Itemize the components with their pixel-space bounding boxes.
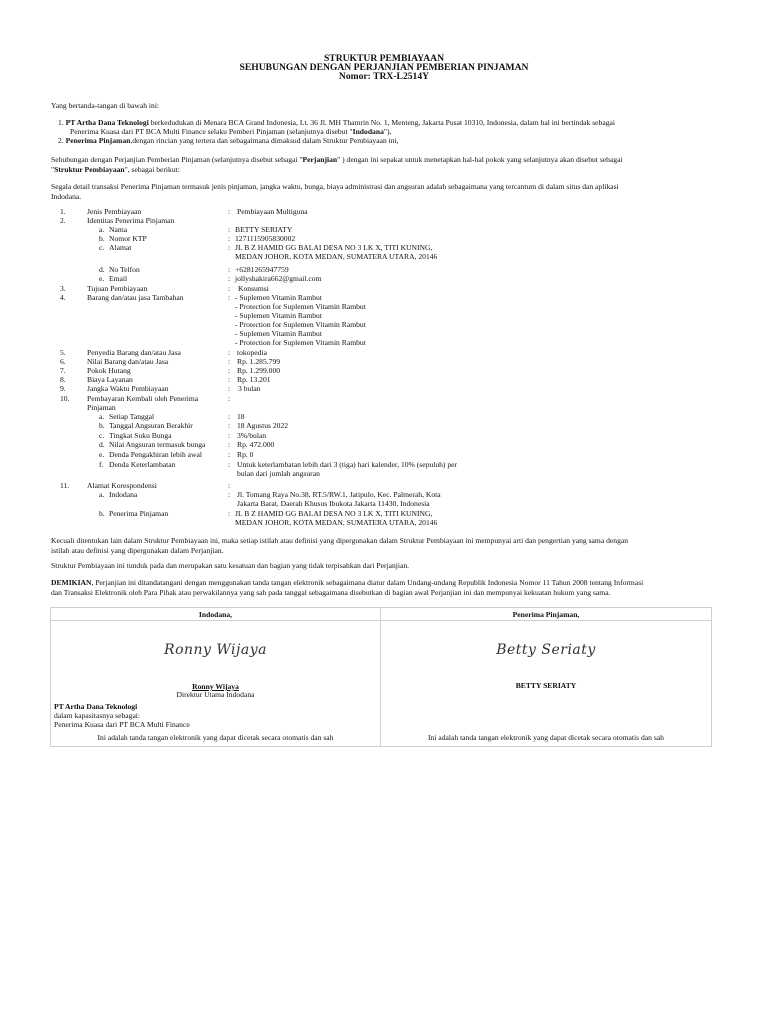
item-value: tokopedia	[237, 348, 267, 357]
text-fragment: Indodana.	[51, 191, 82, 201]
item-value: - Suplemen Vitamin Rambut	[235, 311, 322, 320]
colon: :	[228, 348, 231, 357]
item-value: Pembiayaan Multiguna	[237, 207, 308, 216]
item-value: Rp. 472.000	[237, 440, 275, 449]
para-perjanjian	[51, 155, 711, 174]
sub-item-letter: d.	[99, 265, 105, 274]
colon: :	[228, 450, 231, 459]
sub-item-letter: a.	[99, 225, 105, 234]
para-detail	[51, 182, 711, 201]
demikian-term: DEMIKIAN	[51, 578, 92, 587]
item-number: 4.	[60, 293, 66, 302]
item-value: - Protection for Suplemen Vitamin Rambut	[235, 338, 366, 347]
colon: :	[228, 375, 231, 384]
colon: :	[228, 421, 231, 430]
item-label: Tanggal Angsuran Berakhir	[109, 421, 193, 430]
item-value: - Protection for Suplemen Vitamin Rambut	[235, 320, 366, 329]
item-label: Penerima Pinjaman	[109, 509, 169, 518]
party-1-text: berkedudukan di Menara BCA Grand Indonesia, Lt. 36 Jl. MH Thamrin No. 1, Menteng, Jakarta Pusat 10310, Indonesia, dalam hal ini bertindak sebagai	[148, 118, 615, 127]
doc-number: Nomor: TRX-L2514Y	[338, 71, 430, 82]
sub-item-letter: a.	[99, 412, 105, 421]
item-value: 3%/bulan	[237, 431, 267, 440]
capacity-line-1: dalam kapasitasnya sebagai:	[54, 711, 141, 720]
text-fragment: istilah atau definisi yang dipergunakan dalam Perjanjian.	[51, 545, 224, 555]
signatory-name: Ronny Wijaya	[192, 682, 239, 691]
item-value: Konsumsi	[238, 284, 269, 293]
item-label: Tujuan Pembiayaan	[87, 284, 148, 293]
text-fragment: Segala detail transaksi Penerima Pinjaman termasuk jenis pinjaman, jangka waktu, bunga, biaya administrasi dan angsuran adalah sebagaimana yang tercantum di dalam situs dan aplikasi	[51, 182, 619, 191]
signature-cell-indodana	[51, 608, 380, 746]
item-value: Rp. 0	[237, 450, 254, 459]
party-1-end: "),	[383, 127, 392, 136]
item-label: Denda Pengakhiran lebih awal	[109, 450, 202, 459]
text-fragment: dan Transaksi Elektronik oleh Para Pihak atau perwakilannya yang sah pada tanggal sebagaimana disebutkan di bagian awal Perjanjian ini dan mempunyai kekuatan hukum yang sama.	[51, 587, 611, 597]
colon: :	[228, 490, 231, 499]
item-value: MEDAN JOHOR, KOTA MEDAN, SUMATERA UTARA, 20146	[235, 518, 438, 527]
party-2-number: 2.	[58, 136, 64, 145]
item-value: Rp. 1.299.000	[237, 366, 281, 375]
colon: :	[228, 243, 231, 252]
item-number: 10.	[60, 394, 70, 403]
item-label: Pokok Hutang	[87, 366, 131, 375]
sub-item-letter: d.	[99, 440, 105, 449]
signature-table	[50, 607, 712, 747]
colon: :	[228, 357, 231, 366]
sub-item-letter: a.	[99, 490, 105, 499]
intro-text: Yang bertanda-tangan di bawah ini:	[51, 101, 160, 110]
item-label: Tingkat Suku Bunga	[109, 431, 172, 440]
item-value: 1271115905830002	[235, 234, 296, 243]
item-value: Rp. 1.285.799	[237, 357, 281, 366]
item-number: 11.	[60, 481, 70, 490]
text-fragment: Kecuali ditentukan lain dalam Struktur Pembiayaan ini, maka setiap istilah atau definisi yang dipergunakan dalam Struktur Pembiayaan ini mempunyai arti dan pengertian yang sama dengan	[51, 536, 629, 545]
party-1-name: PT Artha Dana Teknologi	[65, 118, 149, 127]
text-fragment: "	[51, 164, 55, 174]
sub-item-letter: e.	[99, 274, 105, 283]
item-number: 3.	[60, 284, 66, 293]
party-2-name: Penerima Pinjaman	[65, 136, 131, 145]
item-value: JL B Z HAMID GG BALAI DESA NO 3 LK X, TITI KUNING,	[235, 509, 433, 518]
item-value: JL B Z HAMID GG BALAI DESA NO 3 LK X, TITI KUNING,	[235, 243, 433, 252]
item-value: - Suplemen Vitamin Rambut	[235, 329, 322, 338]
item-value: +6281265947759	[235, 265, 289, 274]
perjanjian-term: Perjanjian	[302, 155, 338, 164]
item-value: MEDAN JOHOR, KOTA MEDAN, SUMATERA UTARA, 20146	[235, 252, 438, 261]
party-1-alias: Indodana	[352, 127, 384, 136]
signatory-heading: Indodana,	[198, 610, 233, 619]
text-fragment: Sehubungan dengan Perjanjian Pemberian Pinjaman (selanjutnya disebut sebagai "	[51, 155, 303, 164]
item-label: Penyedia Barang dan/atau Jasa	[87, 348, 181, 357]
item-value: - Protection for Suplemen Vitamin Rambut	[235, 302, 366, 311]
item-number: 6.	[60, 357, 66, 366]
item-label: No Telfon	[109, 265, 140, 274]
item-label: Alamat	[109, 243, 132, 252]
colon: :	[228, 412, 231, 421]
item-value: Jl. Tomang Raya No.38, RT.5/RW.1, Jatipulo, Kec. Palmerah, Kota	[237, 490, 441, 499]
text-fragment: " ) dengan ini sepakat untuk menetapkan hal-hal pokok yang selanjutnya akan disebut sebagai	[337, 155, 623, 164]
doc-subtitle: SEHUBUNGAN DENGAN PERJANJIAN PEMBERIAN PINJAMAN	[239, 62, 529, 73]
item-value: Untuk keterlambatan lebih dari 3 (tiga) hari kalender, 10% (sepuluh) per	[237, 460, 458, 469]
item-number: 8.	[60, 375, 66, 384]
colon: :	[228, 274, 231, 283]
colon: :	[228, 481, 231, 490]
colon: :	[228, 284, 231, 293]
colon: :	[228, 509, 231, 518]
party-1-text2: Penerima Kuasa dari PT BCA Multi Finance selaku Pemberi Pinjaman (selanjutnya disebut "	[70, 127, 353, 136]
colon: :	[228, 234, 231, 243]
colon: :	[228, 366, 231, 375]
item-label: Nomor KTP	[109, 234, 147, 243]
sub-item-letter: e.	[99, 450, 105, 459]
signature-cell-borrower	[381, 608, 711, 746]
signatory-heading: Penerima Pinjaman,	[512, 610, 580, 619]
closing-para-3	[51, 578, 711, 597]
colon: :	[228, 293, 231, 302]
item-number: 2.	[60, 216, 66, 225]
text-fragment: ", sebagai berikut:	[124, 164, 180, 174]
item-value: - Suplemen Vitamin Rambut	[235, 293, 322, 302]
struktur-term: Struktur Pembiayaan	[54, 164, 125, 174]
item-number: 9.	[60, 384, 66, 393]
sub-item-letter: c.	[99, 431, 105, 440]
item-label: Jenis Pembiayaan	[87, 207, 142, 216]
sub-item-letter: b.	[99, 421, 105, 430]
e-signature-note: Ini adalah tanda tangan elektronik yang dapat dicetak secara otomatis dan sah	[428, 733, 664, 742]
sub-item-letter: f.	[99, 460, 104, 469]
colon: :	[228, 394, 231, 403]
text-fragment: , Perjanjian ini ditandatangani dengan menggunakan tanda tangan elektronik sebagaimana diatur dalam Undang-undang Republik Indonesia Nomor 11 Tahun 2008 tentang Informasi	[91, 578, 644, 587]
sub-item-letter: b.	[99, 234, 105, 243]
item-label: Setiap Tanggal	[109, 412, 155, 421]
colon: :	[228, 440, 231, 449]
item-label: Biaya Layanan	[87, 375, 133, 384]
item-label: Indodana	[109, 490, 138, 499]
colon: :	[228, 265, 231, 274]
item-label: Pembayaran Kembali oleh Penerima	[87, 394, 199, 403]
item-value: Jakarta Barat, Daerah Khusus Ibukota Jakarta 11430, Indonesia	[237, 499, 430, 508]
item-value: Rp. 13.201	[237, 375, 271, 384]
item-value: 18 Agustus 2022	[237, 421, 289, 430]
item-value: BETTY SERIATY	[235, 225, 293, 234]
item-label: Nilai Barang dan/atau Jasa	[87, 357, 169, 366]
handwritten-signature: Betty Seriaty	[496, 642, 596, 658]
item-value: jollyshakira662@gmail.com	[235, 274, 322, 283]
colon: :	[228, 225, 231, 234]
item-label: Barang dan/atau jasa Tambahan	[87, 293, 184, 302]
sub-item-letter: b.	[99, 509, 105, 518]
closing-para-1	[51, 536, 711, 555]
item-label: Jangka Waktu Pembiayaan	[87, 384, 169, 393]
closing-para-2: Struktur Pembiayaan ini tunduk pada dan merupakan satu kesatuan dan bagian yang tidak terpisahkan dari Perjanjian.	[51, 561, 410, 570]
item-number: 7.	[60, 366, 66, 375]
party-2	[58, 136, 708, 146]
item-number: 1.	[60, 207, 66, 216]
party-2-text: ,dengan rincian yang tertera dan sebagaimana dimaksud dalam Struktur Pembiayaan ini,	[130, 136, 399, 145]
item-label: Denda Keterlambatan	[109, 460, 176, 469]
item-label: Nilai Angsuran termasuk bunga	[109, 440, 206, 449]
item-number: 5.	[60, 348, 66, 357]
item-value: 18	[237, 412, 245, 421]
item-label: Nama	[109, 225, 128, 234]
capacity-line-2: Penerima Kuasa dari PT BCA Multi Finance	[54, 720, 190, 729]
signatory-name: BETTY SERIATY	[515, 681, 577, 690]
party-1-number: 1.	[58, 118, 64, 127]
colon: :	[228, 207, 231, 216]
colon: :	[228, 460, 231, 469]
item-label: Alamat Korespondensi	[87, 481, 157, 490]
item-label: Identitas Penerima Pinjaman	[87, 216, 175, 225]
doc-title: STRUKTUR PEMBIAYAAN	[323, 53, 445, 64]
item-label: Pinjaman	[87, 403, 116, 412]
item-value: 3 bulan	[238, 384, 261, 393]
handwritten-signature: Ronny Wijaya	[164, 642, 267, 658]
signatory-role: Direktur Utama Indodana	[176, 690, 255, 699]
sub-item-letter: c.	[99, 243, 105, 252]
e-signature-note: Ini adalah tanda tangan elektronik yang dapat dicetak secara otomatis dan sah	[97, 733, 334, 742]
colon: :	[228, 384, 231, 393]
item-label: Email	[109, 274, 128, 283]
item-value: bulan dari jumlah angsuran	[237, 469, 320, 478]
company-name: PT Artha Dana Teknologi	[54, 702, 138, 711]
colon: :	[228, 431, 231, 440]
